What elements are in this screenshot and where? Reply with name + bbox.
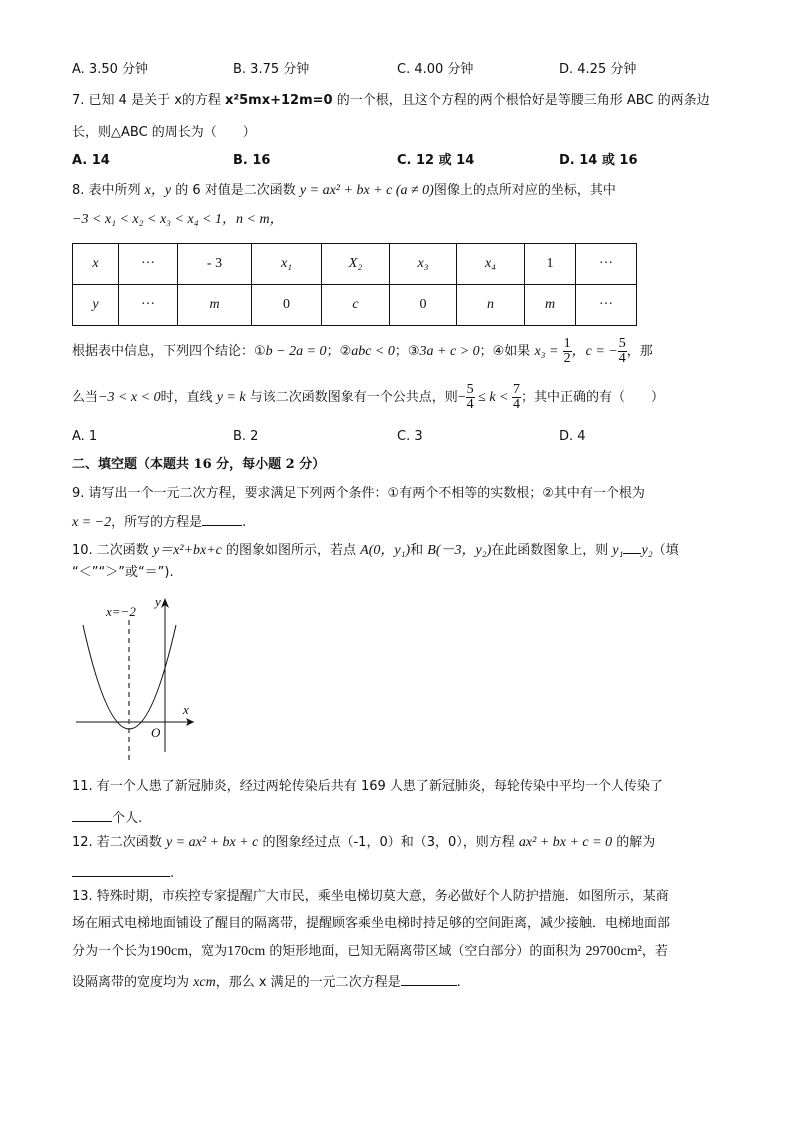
q8-text: ；④如果	[479, 344, 535, 359]
fraction-one-half	[563, 337, 572, 366]
q6-option-a: A. 3.50 分钟	[72, 62, 149, 77]
q13-text: 分为一个长为	[72, 944, 151, 959]
parabola-graph	[66, 592, 206, 762]
fraction-numerator: 1	[563, 336, 571, 351]
table-cell: x₁	[252, 244, 322, 285]
origin-label: O	[151, 725, 161, 740]
q7-option-a: A. 14	[72, 153, 110, 168]
q8-range: −3 < x < 0	[98, 390, 161, 405]
q10-stem-line1	[72, 539, 679, 560]
q13-area: 29700cm²	[585, 944, 642, 959]
q13-text: 的矩形地面，已知无隔离带区域（空白部分）的面积为	[265, 944, 586, 959]
fraction-numerator: 7	[513, 382, 520, 397]
q8-option-c: C. 3	[397, 429, 423, 444]
q13-width-variable: xcm	[193, 975, 216, 990]
q13-answer-blank[interactable]	[401, 971, 457, 986]
q7-stem-line2: 长，则△ABC 的周长为（ ）	[72, 125, 256, 140]
q13-text: ，那么 x 满足的一元二次方程是	[215, 975, 401, 990]
q8-text: ；其中正确的有（ ）	[521, 390, 665, 405]
q12-equation: ax² + bx + c = 0	[518, 835, 613, 850]
q8-text: 图像上的点所对应的坐标，其中	[433, 183, 616, 198]
q8-text: ；②	[326, 344, 352, 359]
q10-y1: y₁	[612, 543, 624, 558]
q13-stem-line1: 13. 特殊时期，市疾控专家提醒广大市民，乘坐电梯切莫大意，务必做好个人防护措施．如图所示，某商	[72, 889, 669, 904]
q8-vars: x，y	[144, 183, 172, 198]
q13-stem-line3	[72, 943, 668, 961]
fraction-numerator: 5	[466, 382, 474, 397]
q11-answer-blank[interactable]	[72, 807, 112, 822]
fraction-denominator: 4	[618, 351, 626, 366]
q7-equation: x²5mx+12m=0	[225, 93, 333, 108]
q12-stem-line1	[72, 834, 655, 852]
table-cell: c	[322, 285, 390, 326]
q7-text: 的一个根，且这个方程的两个根恰好是等腰三角形 ABC 的两条边	[332, 93, 710, 108]
fraction-five-fourths	[466, 383, 475, 412]
q8-text: ；③	[394, 344, 420, 359]
q11-text: 个人.	[112, 811, 143, 826]
fraction-denominator: 4	[466, 397, 474, 412]
table-cell: m	[525, 285, 576, 326]
q10-y2: y₂	[641, 543, 653, 558]
table-cell: ···	[576, 244, 637, 285]
q9-text: ，所写的方程是	[111, 515, 203, 530]
table-cell: X₂	[322, 244, 390, 285]
q10-text: （填	[652, 543, 679, 558]
table-cell: x₃	[390, 244, 457, 285]
q10-answer-blank[interactable]	[623, 539, 641, 554]
q6-option-c: C. 4.00 分钟	[397, 62, 474, 77]
q6-option-d: D. 4.25 分钟	[559, 62, 637, 77]
q13-text: ，若	[641, 944, 668, 959]
fraction-denominator: 4	[513, 397, 520, 412]
q8-text: 时，直线	[160, 390, 217, 405]
q8-line-eq: y = k	[216, 390, 246, 405]
q7-text: 7. 已知 4 是关于 x的方程	[72, 93, 226, 108]
q10-text: 和	[410, 543, 428, 558]
q8-text: 么当	[72, 390, 99, 405]
q11-stem-line2	[72, 807, 142, 828]
q13-width: 170cm	[227, 944, 266, 959]
q12-text: 的解为	[612, 835, 656, 850]
fraction-denominator: 2	[563, 351, 571, 366]
section-heading-fill-in: 二、填空题（本题共 16 分，每小题 2 分）	[72, 457, 326, 472]
q8-value-table	[72, 243, 637, 326]
fraction-five-fourths	[618, 337, 627, 366]
parabola-figure	[66, 592, 206, 762]
q7-option-c: C. 12 或 14	[397, 153, 475, 168]
fraction-numerator: 5	[618, 336, 626, 351]
q8-k-inequality: ≤ k <	[474, 390, 512, 405]
q12-function: y = ax² + bx + c	[165, 835, 259, 850]
q13-length: 190cm	[150, 944, 189, 959]
q10-text: 在此函数图象上，则	[491, 543, 613, 558]
table-cell: 0	[252, 285, 322, 326]
q8-text: 根据表中信息，下列四个结论：①	[72, 344, 266, 359]
q9-stem-line1: 9. 请写出一个一元二次方程，要求满足下列两个条件：①有两个不相等的实数根；②其中有一个根为	[72, 486, 645, 501]
q8-minus: −	[457, 390, 466, 405]
q10-point-b: B(－3，y₂)	[427, 543, 492, 558]
table-row-y	[73, 285, 637, 326]
q11-stem-line1: 11. 有一个人患了新冠肺炎，经过两轮传染后共有 169 人患了新冠肺炎，每轮传染中平均一个人传染了	[72, 779, 663, 794]
q8-text: 与该二次函数图象有一个公共点，则	[245, 390, 458, 405]
q7-stem-line1	[72, 92, 710, 110]
x-axis-label: x	[183, 702, 189, 717]
table-cell: ···	[119, 244, 178, 285]
table-cell: ···	[119, 285, 178, 326]
q13-text: 设隔离带的宽度均为	[72, 975, 194, 990]
q8-conclusions-line2	[72, 383, 664, 413]
q8-conclusion-2: abc < 0	[351, 344, 395, 359]
table-cell: 0	[390, 285, 457, 326]
q10-stem-line2: “＜”“＞”或“＝”).	[72, 565, 174, 580]
q10-point-a: A(0，y₁)	[360, 543, 411, 558]
table-cell: ···	[576, 285, 637, 326]
table-cell: n	[457, 285, 525, 326]
q8-conclusion-3: 3a + c > 0	[419, 344, 480, 359]
q8-option-d: D. 4	[559, 429, 586, 444]
q8-condition: −3 < x₁ < x₂ < x₃ < x₄ < 1，n < m，	[72, 212, 284, 227]
table-cell: m	[178, 285, 252, 326]
q6-option-b: B. 3.75 分钟	[233, 62, 310, 77]
table-row-x	[73, 244, 637, 285]
q12-answer-blank[interactable]	[72, 862, 170, 877]
q9-root: x = −2	[72, 515, 112, 530]
q8-option-a: A. 1	[72, 429, 98, 444]
table-cell: y	[73, 285, 119, 326]
q13-text: ，宽为	[188, 944, 228, 959]
q12-stem-line2: .	[72, 862, 174, 883]
table-cell: 1	[525, 244, 576, 285]
q10-text: 10. 二次函数	[72, 543, 153, 558]
fraction-seven-fourths	[512, 383, 521, 412]
y-axis-label: y	[155, 594, 161, 609]
q8-text: ，那	[626, 344, 653, 359]
q10-function: y＝x²+bx+c	[152, 543, 222, 558]
q13-stem-line4: 设隔离带的宽度均为 xcm，那么 x 满足的一元二次方程是 .	[72, 971, 461, 992]
q8-x3: x₃ =	[534, 344, 559, 359]
symmetry-axis-label: x=−2	[106, 604, 136, 619]
q8-c-value: ，c = −	[571, 344, 618, 359]
q8-text: 8. 表中所列	[72, 183, 145, 198]
q8-conclusion-1: b − 2a = 0	[265, 344, 327, 359]
q7-option-d: D. 14 或 16	[559, 153, 638, 168]
q8-conclusions-line1	[72, 337, 653, 367]
q8-text: 的 6 对值是二次函数	[171, 183, 300, 198]
q13-stem-line2: 场在厢式电梯地面铺设了醒目的隔离带，提醒顾客乘坐电梯时持足够的空间距离，减少接触．电梯地面部	[72, 916, 671, 931]
q12-text: 的图象经过点（-1，0）和（3，0），则方程	[258, 835, 519, 850]
q9-answer-blank[interactable]	[202, 511, 242, 526]
table-cell: x₄	[457, 244, 525, 285]
q8-stem-line1	[72, 182, 616, 200]
q8-option-b: B. 2	[233, 429, 259, 444]
table-cell: x	[73, 244, 119, 285]
q10-text: 的图象如图所示，若点	[221, 543, 361, 558]
table-cell: - 3	[178, 244, 252, 285]
q7-option-b: B. 16	[233, 153, 271, 168]
q12-text: 12. 若二次函数	[72, 835, 166, 850]
q8-function: y = ax² + bx + c (a ≠ 0)	[299, 183, 434, 198]
q9-stem-line2: x = −2，所写的方程是 .	[72, 511, 246, 532]
